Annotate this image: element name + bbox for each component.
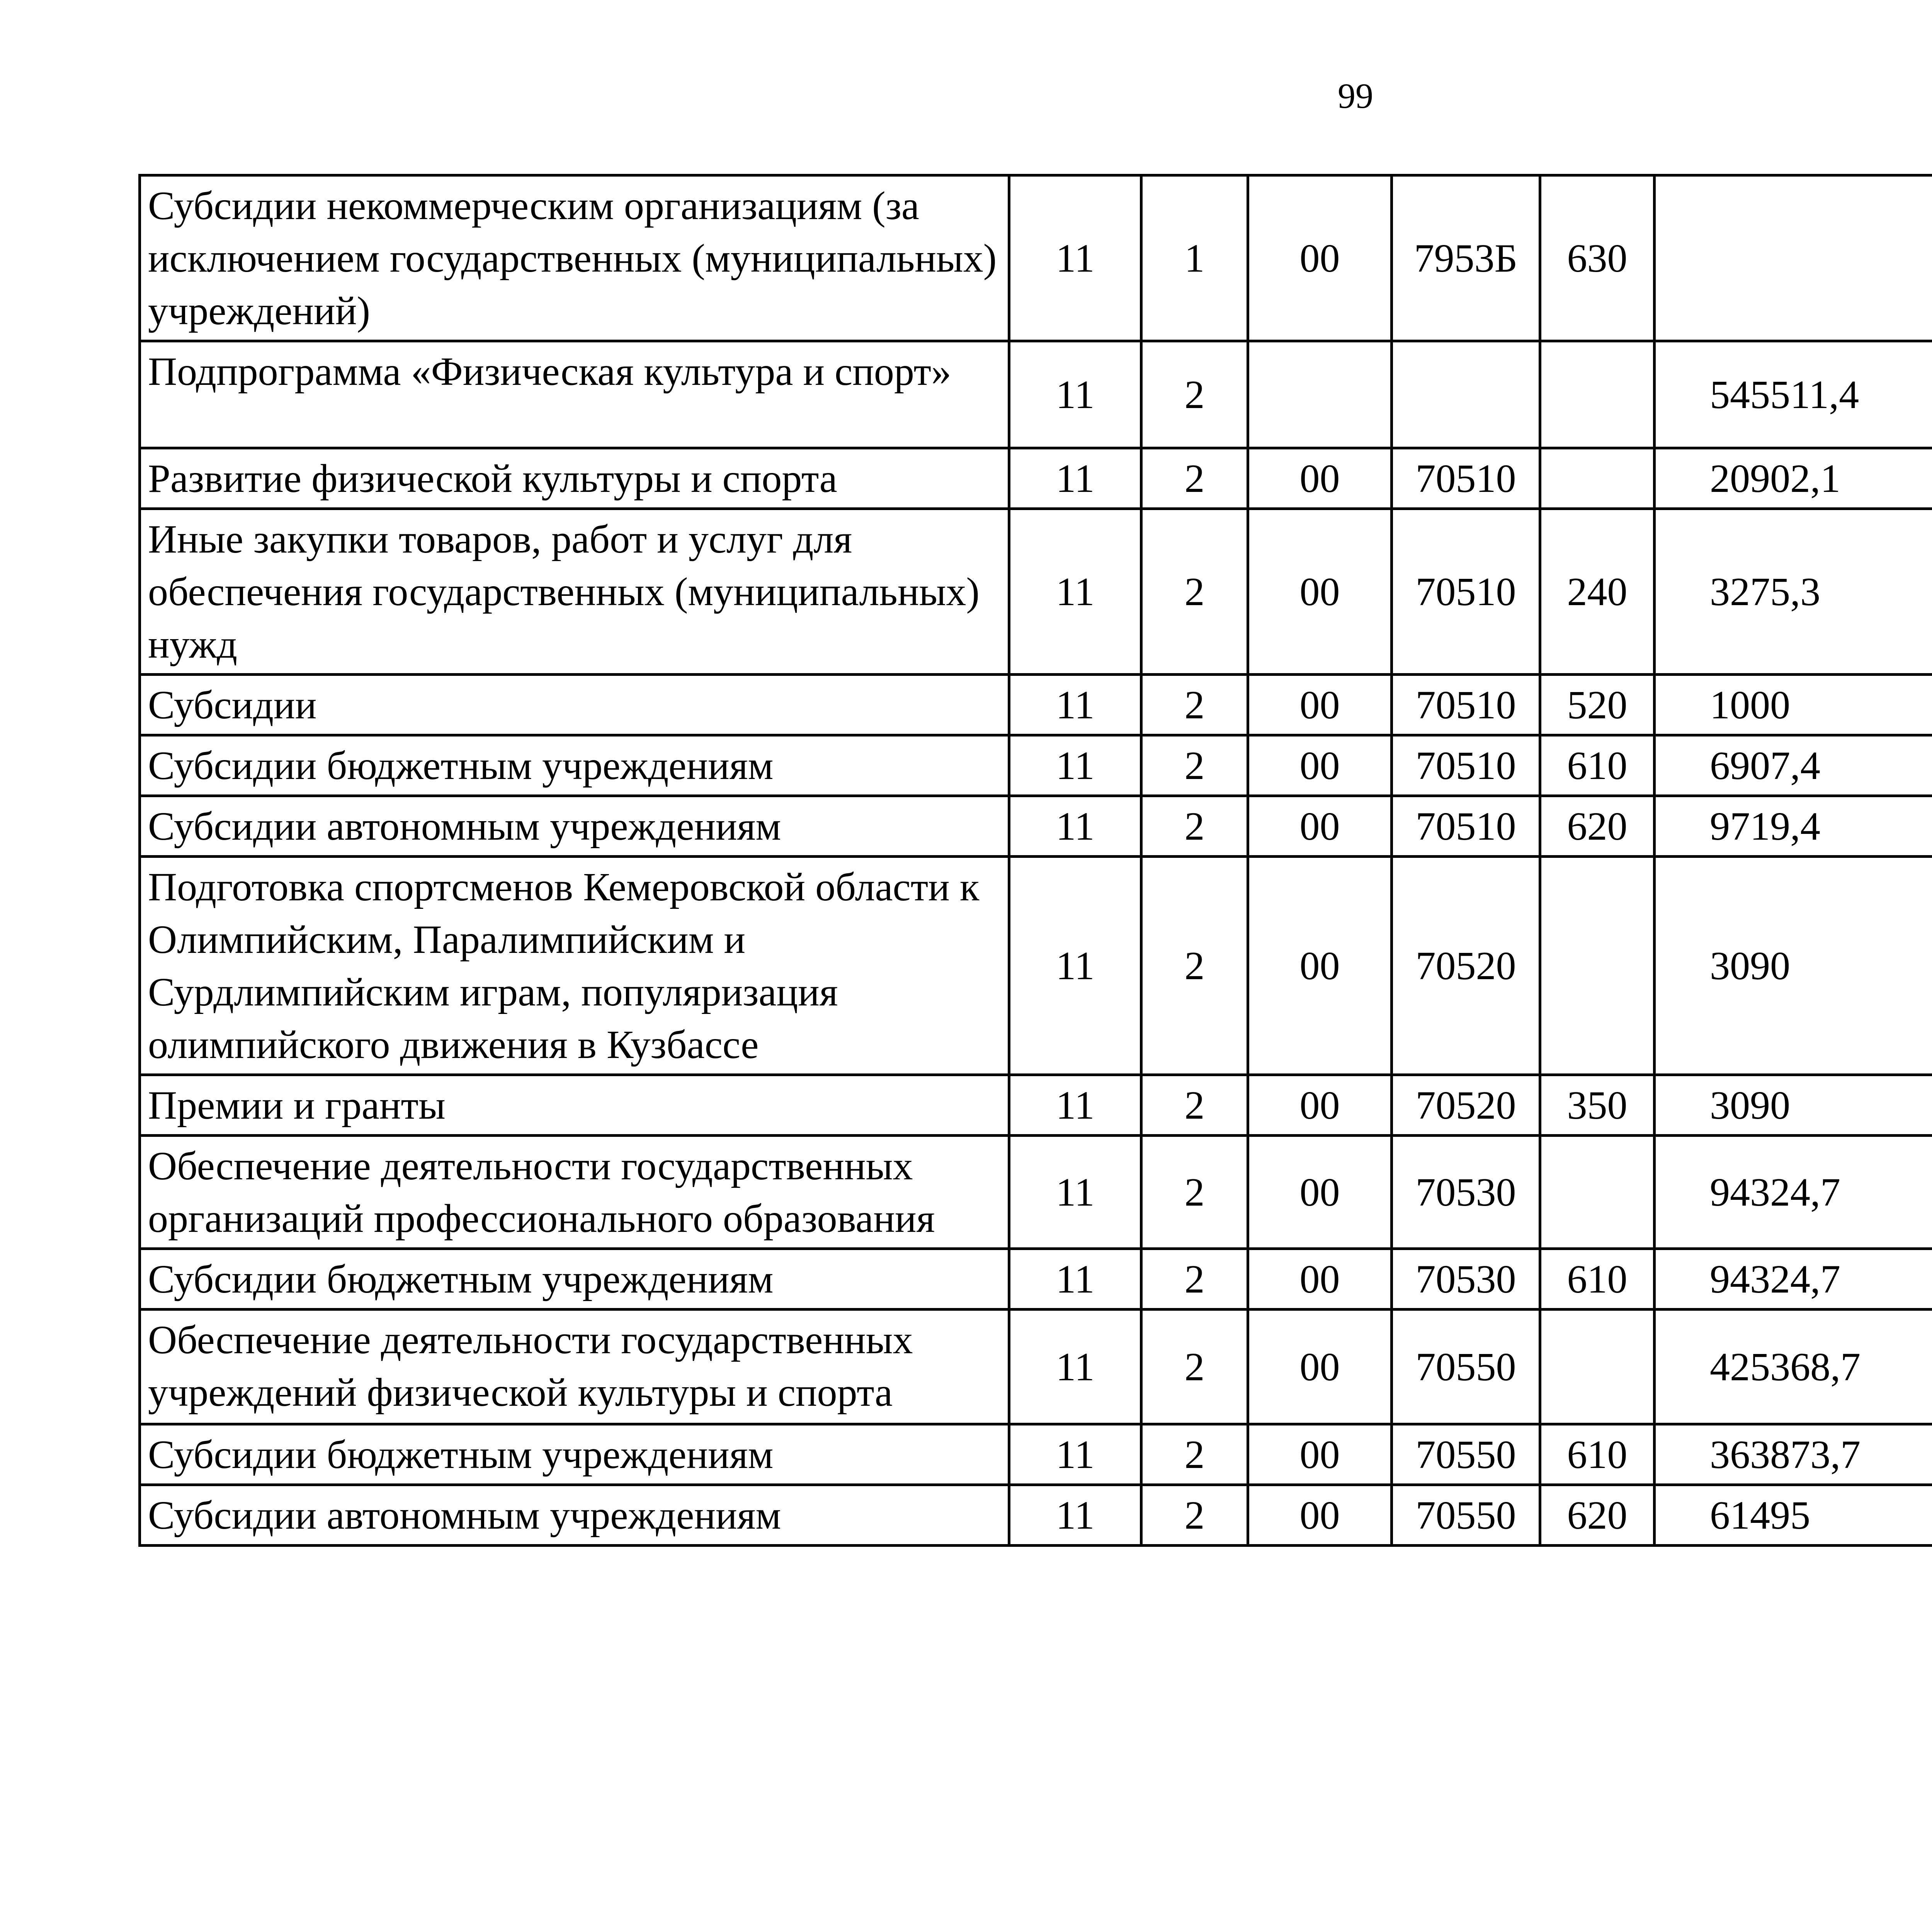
subsection-code: 2 — [1141, 341, 1248, 448]
row-name: Развитие физической культуры и спорта — [140, 448, 1009, 509]
program-code: 00 — [1248, 1075, 1392, 1136]
row-name: Субсидии автономным учреждениям — [140, 1485, 1009, 1546]
row-name: Подпрограмма «Физическая культура и спорт» — [140, 341, 1009, 448]
expense-type-code — [1540, 857, 1655, 1075]
amount-year-1: 1000 — [1655, 675, 1932, 735]
program-code: 00 — [1248, 735, 1392, 796]
amount-year-1: 3090 — [1655, 857, 1932, 1075]
table-body — [140, 175, 1932, 1546]
amount-year-1: 6907,4 — [1655, 735, 1932, 796]
row-name: Премии и гранты — [140, 1075, 1009, 1136]
row-name: Обеспечение деятельности государственных организаций профессионального образования — [140, 1136, 1009, 1249]
target-article-code: 70530 — [1392, 1136, 1540, 1249]
section-code: 11 — [1009, 175, 1141, 341]
expense-type-code: 610 — [1540, 735, 1655, 796]
target-article-code: 7953Б — [1392, 175, 1540, 341]
section-code: 11 — [1009, 1075, 1141, 1136]
row-name: Субсидии бюджетным учреждениям — [140, 735, 1009, 796]
table-row — [140, 448, 1932, 509]
subsection-code: 2 — [1141, 1075, 1248, 1136]
target-article-code: 70510 — [1392, 448, 1540, 509]
table-row — [140, 341, 1932, 448]
section-code: 11 — [1009, 857, 1141, 1075]
target-article-code: 70510 — [1392, 796, 1540, 857]
expense-type-code — [1540, 448, 1655, 509]
target-article-code: 70520 — [1392, 1075, 1540, 1136]
target-article-code: 70510 — [1392, 735, 1540, 796]
section-code: 11 — [1009, 341, 1141, 448]
expense-type-code: 610 — [1540, 1424, 1655, 1485]
section-code: 11 — [1009, 1424, 1141, 1485]
program-code: 00 — [1248, 857, 1392, 1075]
subsection-code: 2 — [1141, 1424, 1248, 1485]
section-code: 11 — [1009, 509, 1141, 675]
page-number: 99 — [1338, 76, 1373, 116]
target-article-code: 70510 — [1392, 509, 1540, 675]
table-row — [140, 175, 1932, 341]
target-article-code: 70530 — [1392, 1249, 1540, 1310]
amount-year-1: 545511,4 — [1655, 341, 1932, 448]
subsection-code: 2 — [1141, 1485, 1248, 1546]
subsection-code: 2 — [1141, 1310, 1248, 1424]
program-code: 00 — [1248, 1310, 1392, 1424]
row-name: Субсидии автономным учреждениям — [140, 796, 1009, 857]
amount-year-1: 20902,1 — [1655, 448, 1932, 509]
subsection-code: 2 — [1141, 448, 1248, 509]
section-code: 11 — [1009, 1136, 1141, 1249]
amount-year-1: 3090 — [1655, 1075, 1932, 1136]
subsection-code: 2 — [1141, 675, 1248, 735]
program-code: 00 — [1248, 796, 1392, 857]
program-code: 00 — [1248, 175, 1392, 341]
table-row — [140, 1485, 1932, 1546]
expense-type-code: 240 — [1540, 509, 1655, 675]
section-code: 11 — [1009, 1310, 1141, 1424]
subsection-code: 2 — [1141, 735, 1248, 796]
expense-type-code — [1540, 341, 1655, 448]
expense-type-code: 610 — [1540, 1249, 1655, 1310]
program-code: 00 — [1248, 1424, 1392, 1485]
target-article-code: 70550 — [1392, 1485, 1540, 1546]
subsection-code: 2 — [1141, 1249, 1248, 1310]
expense-type-code: 520 — [1540, 675, 1655, 735]
table-row — [140, 1249, 1932, 1310]
subsection-code: 2 — [1141, 509, 1248, 675]
expense-type-code: 620 — [1540, 796, 1655, 857]
target-article-code: 70550 — [1392, 1310, 1540, 1424]
section-code: 11 — [1009, 796, 1141, 857]
amount-year-1: 94324,7 — [1655, 1136, 1932, 1249]
amount-year-1: 363873,7 — [1655, 1424, 1932, 1485]
expense-type-code: 350 — [1540, 1075, 1655, 1136]
expense-type-code — [1540, 1310, 1655, 1424]
section-code: 11 — [1009, 1249, 1141, 1310]
program-code: 00 — [1248, 675, 1392, 735]
target-article-code: 70520 — [1392, 857, 1540, 1075]
row-name: Субсидии — [140, 675, 1009, 735]
expense-type-code: 620 — [1540, 1485, 1655, 1546]
program-code: 00 — [1248, 1485, 1392, 1546]
program-code: 00 — [1248, 1136, 1392, 1249]
row-name: Обеспечение деятельности государственных учреждений физической культуры и спорта — [140, 1310, 1009, 1424]
target-article-code: 70510 — [1392, 675, 1540, 735]
amount-year-1: 3275,3 — [1655, 509, 1932, 675]
subsection-code: 2 — [1141, 1136, 1248, 1249]
row-name: Субсидии бюджетным учреждениям — [140, 1424, 1009, 1485]
table-row — [140, 675, 1932, 735]
subsection-code: 2 — [1141, 857, 1248, 1075]
table-row — [140, 509, 1932, 675]
amount-year-1: 425368,7 — [1655, 1310, 1932, 1424]
table-row — [140, 1075, 1932, 1136]
section-code: 11 — [1009, 448, 1141, 509]
target-article-code: 70550 — [1392, 1424, 1540, 1485]
row-name: Субсидии бюджетным учреждениям — [140, 1249, 1009, 1310]
subsection-code: 2 — [1141, 796, 1248, 857]
table-row — [140, 796, 1932, 857]
table-row — [140, 857, 1932, 1075]
section-code: 11 — [1009, 675, 1141, 735]
target-article-code — [1392, 341, 1540, 448]
amount-year-1: 94324,7 — [1655, 1249, 1932, 1310]
program-code: 00 — [1248, 448, 1392, 509]
table-row — [140, 1310, 1932, 1424]
budget-table — [138, 174, 1932, 1547]
table-row — [140, 735, 1932, 796]
expense-type-code — [1540, 1136, 1655, 1249]
program-code — [1248, 341, 1392, 448]
table-row — [140, 1136, 1932, 1249]
amount-year-1: 61495 — [1655, 1485, 1932, 1546]
amount-year-1: 9719,4 — [1655, 796, 1932, 857]
row-name: Подготовка спортсменов Кемеровской области к Олимпийским, Паралимпийским и Сурдлимпийским играм, популяризация олимпийского движения в Кузбассе — [140, 857, 1009, 1075]
amount-year-1 — [1655, 175, 1932, 341]
section-code: 11 — [1009, 735, 1141, 796]
table-row — [140, 1424, 1932, 1485]
program-code: 00 — [1248, 509, 1392, 675]
subsection-code: 1 — [1141, 175, 1248, 341]
expense-type-code: 630 — [1540, 175, 1655, 341]
program-code: 00 — [1248, 1249, 1392, 1310]
row-name: Иные закупки товаров, работ и услуг для обеспечения государственных (муниципальных) нужд — [140, 509, 1009, 675]
section-code: 11 — [1009, 1485, 1141, 1546]
row-name: Субсидии некоммерческим организациям (за исключением государственных (муниципальных) учреждений) — [140, 175, 1009, 341]
